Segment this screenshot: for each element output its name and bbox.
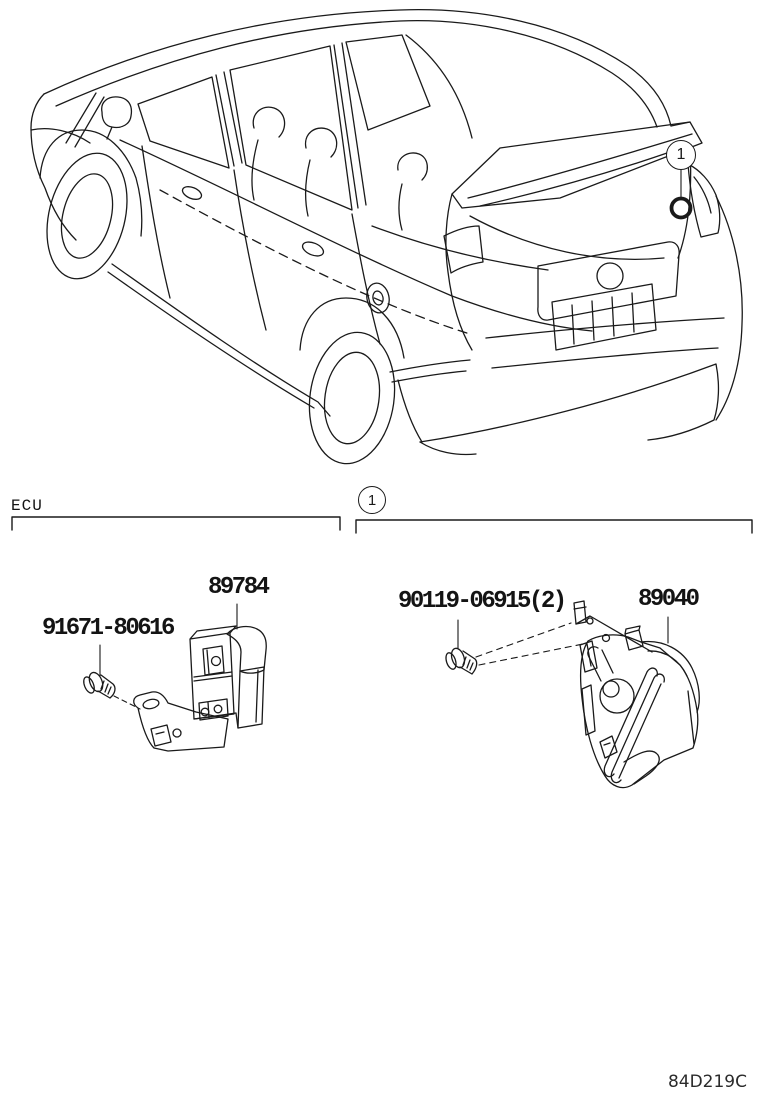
left-tail-lamp — [444, 226, 483, 273]
c-pillar — [334, 43, 366, 208]
callout-1-section-label: 1 — [367, 491, 377, 509]
quarter-window — [346, 35, 430, 130]
rear-trim-lines — [390, 360, 470, 382]
front-wheel-rim — [53, 168, 120, 263]
side-mirror — [102, 97, 132, 139]
bumper-left-side — [398, 380, 422, 442]
callout-1-car-label: 1 — [676, 146, 686, 163]
bumper-bottom-left — [420, 442, 476, 455]
second-seat — [306, 128, 337, 216]
callout-group-bracket-line — [356, 520, 752, 533]
a-pillar — [66, 93, 104, 147]
front-door-handle — [181, 184, 204, 202]
door-seams — [142, 146, 380, 344]
roof-outline — [44, 10, 671, 126]
callout-1-section[interactable] — [358, 486, 386, 514]
buzzer-unit — [581, 635, 700, 788]
rocker-sill — [108, 264, 330, 416]
rear-spoiler — [452, 122, 702, 208]
diagram-code: 84D219C — [667, 1072, 747, 1092]
part-number-91671-80616[interactable]: 91671-80616 — [42, 615, 173, 642]
roof-rail-line — [56, 21, 657, 127]
rear-tire — [301, 327, 403, 469]
front-wheel-arch — [40, 130, 142, 236]
right-tail-lamp — [688, 164, 720, 237]
callout-1-car[interactable] — [666, 140, 696, 170]
emblem — [597, 263, 623, 289]
front-tire — [35, 145, 140, 288]
car-callout-leader — [672, 170, 691, 218]
buzzer-part-drawing — [444, 601, 699, 788]
front-seat — [252, 107, 285, 200]
part-number-89040[interactable]: 89040 — [638, 586, 698, 613]
ecu-mounting-screw — [82, 670, 115, 698]
buzzer-mounting-screw — [444, 647, 477, 674]
rear-door-handle — [301, 239, 326, 258]
bumper-lower-edge — [420, 364, 718, 442]
buzzer-screw-dashed-lines — [476, 623, 583, 665]
ecu-group-label: ECU — [11, 497, 43, 515]
hatch-left-edge — [446, 194, 472, 350]
grommet-marker — [672, 199, 691, 218]
d-pillar — [406, 35, 472, 138]
rear-wheel-rim — [319, 349, 385, 448]
fuel-door-cap — [372, 290, 385, 306]
floor-hidden-line — [160, 190, 470, 334]
part-number-89784[interactable]: 89784 — [208, 574, 268, 601]
license-plate-recess — [552, 284, 656, 350]
part-number-90119-06915[interactable]: 90119-06915(2) — [398, 588, 565, 615]
rear-glass-bottom — [470, 216, 664, 259]
ecu-module — [190, 626, 266, 728]
car-illustration — [31, 10, 742, 470]
rear-door-window — [230, 46, 352, 210]
bumper-top-edge — [486, 318, 724, 338]
rear-seat — [398, 153, 428, 230]
ecu-group-bracket-line — [12, 517, 340, 530]
license-garnish — [538, 242, 679, 320]
parcel-shelf-line — [372, 226, 548, 270]
bumper-crease — [492, 348, 718, 368]
bumper-right-edge — [716, 196, 742, 420]
front-nose-outline — [31, 94, 76, 240]
rear-spoiler-lines — [468, 134, 692, 206]
